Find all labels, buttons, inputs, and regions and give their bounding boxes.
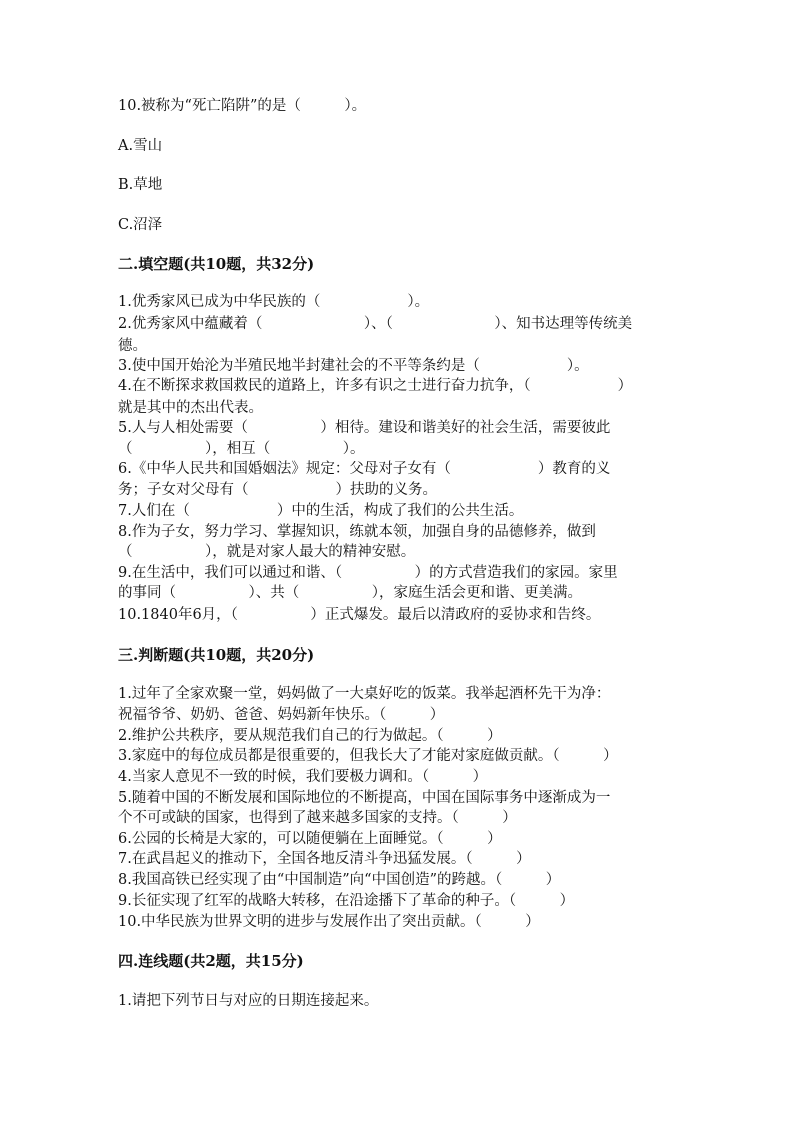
option-a: A.雪山 (118, 138, 163, 154)
judge-line: 9.长征实现了红军的战略大转移，在沿途播下了革命的种子。（ ） (118, 893, 575, 909)
fill-line: 2.优秀家风中蕴藏着（ ）、（ ）、知书达理等传统美 (118, 316, 633, 332)
judge-line: 2.维护公共秩序，要从规范我们自己的行为做起。（ ） (118, 728, 502, 744)
judge-line: 5.随着中国的不断发展和国际地位的不断提高，中国在国际事务中逐渐成为一 (118, 790, 611, 806)
judge-line: 8.我国高铁已经实现了由“中国制造”向“中国创造”的跨越。（ ） (118, 872, 561, 888)
fill-line: 就是其中的杰出代表。 (118, 400, 263, 416)
fill-line: 5.人与人相处需要（ ）相待。建设和谐美好的社会生活，需要彼此 (118, 420, 611, 436)
judge-line: 10.中华民族为世界文明的进步与发展作出了突出贡献。（ ） (118, 914, 540, 930)
fill-line: （ ），相互（ ）。 (118, 441, 365, 457)
fill-line: 8.作为子女，努力学习、掌握知识，练就本领，加强自身的品德修养，做到 (118, 524, 596, 540)
fill-line: 6.《中华人民共和国婚姻法》规定：父母对子女有（ ）教育的义 (118, 461, 611, 477)
fill-line: 德。 (118, 338, 147, 354)
fill-line: （ ），就是对家人最大的精神安慰。 (118, 544, 416, 560)
option-c: C.沼泽 (118, 217, 163, 233)
judge-line: 3.家庭中的每位成员都是很重要的，但我长大了才能对家庭做贡献。（ ） (118, 748, 618, 764)
judge-line: 4.当家人意见不一致的时候，我们要极力调和。（ ） (118, 769, 488, 785)
fill-line: 10.1840年6月，（ ）正式爆发。最后以清政府的妥协求和告终。 (118, 607, 601, 623)
section-2-title: 二.填空题(共10题，共32分) (118, 255, 315, 273)
option-b: B.草地 (118, 177, 163, 193)
fill-line: 务；子女对父母有（ ）扶助的义务。 (118, 482, 437, 498)
matching-question-1: 1.请把下列节日与对应的日期连接起来。 (118, 993, 379, 1009)
fill-line: 9.在生活中，我们可以通过和谐、（ ）的方式营造我们的家园。家里 (118, 565, 618, 581)
judge-line: 1.过年了全家欢聚一堂，妈妈做了一大桌好吃的饭菜。我举起酒杯先干为净： (118, 686, 611, 702)
judge-line: 个不可或缺的国家，也得到了越来越多国家的支持。（ ） (118, 810, 517, 826)
fill-line: 1.优秀家风已成为中华民族的（ ）。 (118, 294, 430, 310)
section-3-title: 三.判断题(共10题，共20分) (118, 646, 315, 664)
fill-line: 的事同（ ）、共（ ），家庭生活会更和谐、更美满。 (118, 585, 582, 601)
fill-line: 7.人们在（ ）中的生活，构成了我们的公共生活。 (118, 503, 524, 519)
judge-line: 7.在武昌起义的推动下，全国各地反清斗争迅猛发展。（ ） (118, 851, 531, 867)
fill-line: 4.在不断探求救国救民的道路上，许多有识之士进行奋力抗争，（ ） (118, 378, 633, 394)
judge-line: 祝福爷爷、奶奶、爸爸、妈妈新年快乐。（ ） (118, 707, 445, 723)
fill-line: 3.使中国开始沦为半殖民地半封建社会的不平等条约是（ ）。 (118, 358, 589, 374)
section-4-title: 四.连线题(共2题，共15分) (118, 952, 304, 970)
judge-line: 6.公园的长椅是大家的，可以随便躺在上面睡觉。（ ） (118, 831, 502, 847)
question-10-stem: 10.被称为“死亡陷阱”的是（ ）。 (118, 98, 367, 114)
